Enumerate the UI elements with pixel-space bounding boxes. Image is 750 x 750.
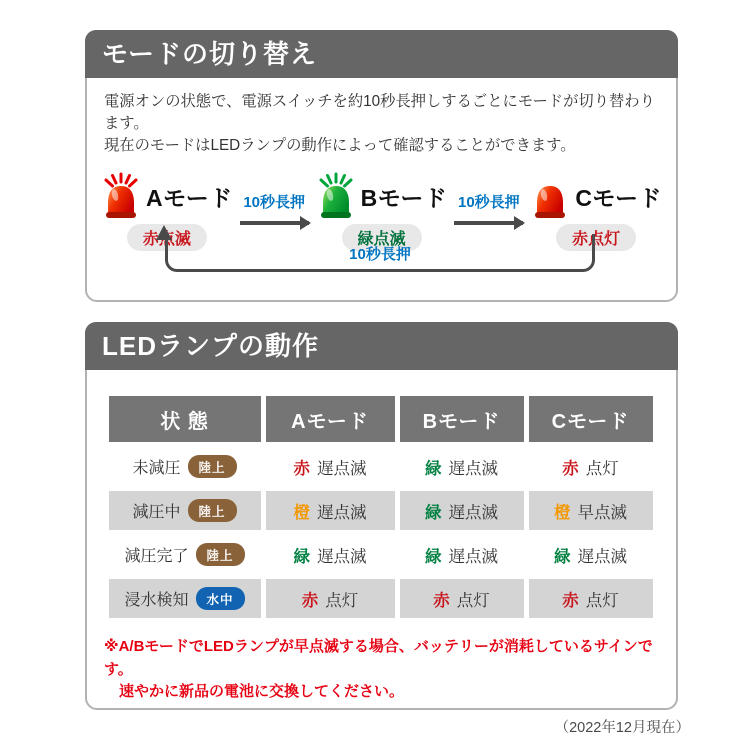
table-cell: 緑 遅点滅 (400, 535, 524, 574)
return-arrow-icon (165, 234, 595, 272)
table-row-state-cell: 浸水検知 水中 (109, 579, 261, 618)
mode-a-label: Aモード (146, 185, 233, 212)
land-badge: 陸上 (196, 543, 245, 566)
table-row-state-cell: 未減圧 陸上 (109, 447, 261, 486)
table-cell: 緑 遅点滅 (400, 447, 524, 486)
table-cell: 赤 遅点滅 (266, 447, 395, 486)
table-row-state-cell: 減圧完了 陸上 (109, 535, 261, 574)
note-line-1: ※A/BモードでLEDランプが早点滅する場合、バッテリーが消耗しているサインです。 (104, 638, 653, 678)
table-cell: 橙 早点滅 (529, 491, 653, 530)
red-steady-led-icon (530, 172, 570, 222)
land-badge: 陸上 (188, 499, 237, 522)
mode-a-status-pill: 赤点滅 (127, 224, 207, 251)
right-arrow-icon (240, 221, 309, 225)
table-cell: 緑 遅点滅 (266, 535, 395, 574)
mode-switch-title: モードの切り替え (85, 30, 678, 78)
table-cell: 緑 遅点滅 (400, 491, 524, 530)
led-behavior-panel (85, 322, 678, 710)
table-row-state-cell: 減圧中 陸上 (109, 491, 261, 530)
column-header-mode-a: Aモード (266, 396, 395, 442)
arrow-a-to-b-label: 10秒長押 (243, 193, 306, 211)
table-cell: 赤 点灯 (529, 579, 653, 618)
return-arrow-label: 10秒長押 (349, 246, 411, 263)
table-cell: 緑 遅点滅 (529, 535, 653, 574)
table-cell: 赤 点灯 (400, 579, 524, 618)
mode-switch-panel (85, 30, 678, 302)
arrow-b-to-c-label: 10秒長押 (457, 193, 520, 211)
mode-b-label: Bモード (360, 185, 448, 212)
table-cell: 赤 点灯 (266, 579, 395, 618)
right-arrow-icon (454, 221, 523, 225)
arrow-a-to-b (233, 191, 316, 225)
water-badge: 水中 (196, 587, 245, 610)
mode-b-status-pill: 緑点滅 (342, 224, 422, 251)
column-header-mode-b: Bモード (400, 396, 524, 442)
note-line-2: 速やかに新品の電池に交換してください。 (119, 683, 405, 700)
table-cell: 橙 遅点滅 (266, 491, 395, 530)
column-header-mode-c: Cモード (529, 396, 653, 442)
table-cell: 赤 点灯 (529, 447, 653, 486)
column-header-state: 状 態 (109, 396, 261, 442)
mode-c-status-pill: 赤点灯 (556, 224, 636, 251)
battery-warning-note (104, 636, 659, 704)
description-line-1: 電源オンの状態で、電源スイッチを約10秒長押しするごとにモードが切り替わります。 (104, 93, 655, 133)
red-flashing-led-icon (101, 172, 141, 222)
date-note: （2022年12月現在） (554, 720, 690, 736)
description-line-2: 現在のモードはLEDランプの動作によって確認することができます。 (104, 137, 576, 155)
mode-c-label: Cモード (575, 185, 663, 212)
arrow-b-to-c (447, 191, 530, 225)
green-flashing-led-icon (316, 172, 356, 222)
led-behavior-title: LEDランプの動作 (85, 322, 678, 370)
land-badge: 陸上 (188, 455, 237, 478)
mode-switch-description (104, 91, 659, 158)
led-behavior-table (109, 396, 655, 618)
